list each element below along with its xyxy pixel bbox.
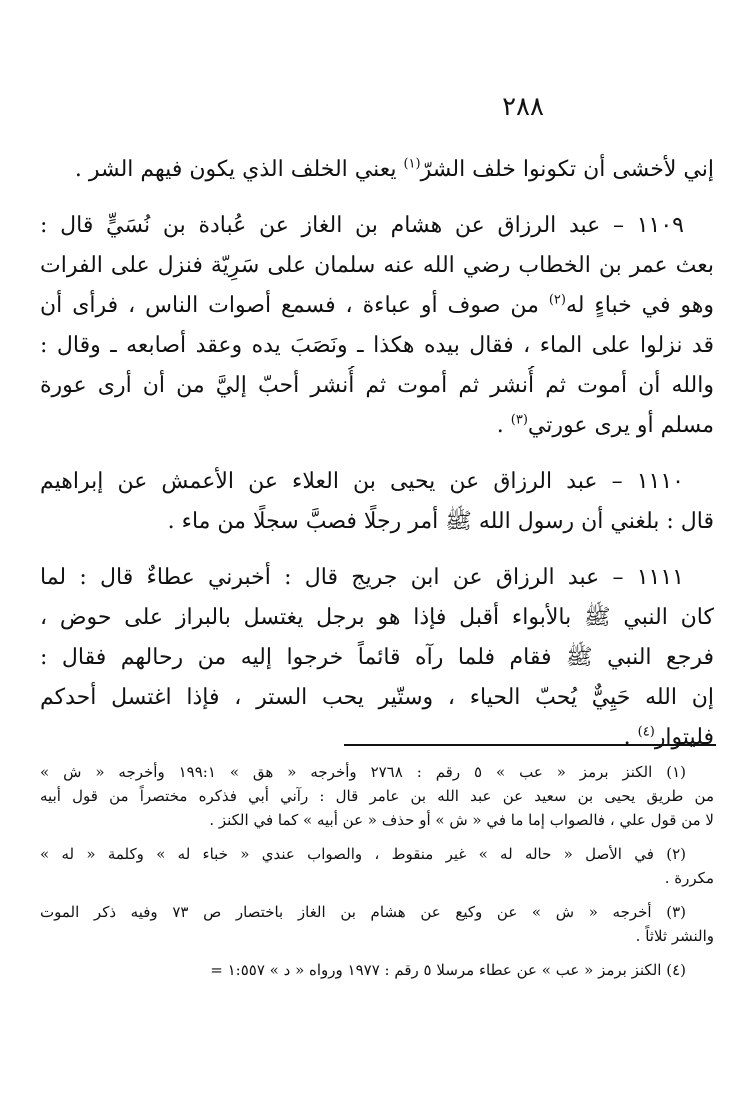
hadith-1110	[40, 462, 714, 542]
footnote-ref: (٤)	[637, 724, 655, 740]
text-line: قد نزلوا على الماء ، فقال بيده هكذا ـ ونَصَبَ يده وعقد أصابعه ـ وقال :	[40, 333, 714, 358]
text-line: ١١١١ – عبد الرزاق عن ابن جريج قال : أخبرني عطاءٌ قال : لما	[40, 565, 684, 590]
footnote-line: والنشر ثلاثاً .	[635, 927, 714, 945]
text-line: ١١١٠ – عبد الرزاق عن يحيى بن العلاء عن الأعمش عن إبراهيم	[40, 469, 684, 494]
footnote-line: (٢) في الأصل « حاله له » غير منقوط ، والصواب عندي « خباء له » وكلمة « له »	[40, 845, 686, 863]
text-line: إن الله حَيِيٌّ يُحبّ الحياء ، وستّير يحب الستر ، فإذا اغتسل أحدكم	[40, 685, 714, 710]
text-line: والله أن أموت ثم أُنشر ثم أموت ثم أُنشر أحبّ إليَّ من أن أرى عورة	[40, 373, 714, 398]
footnote-line: (٤) الكنز برمز « عب » عن عطاء مرسلا ٥ رقم : ١٩٧٧ ورواه « د » ١:٥٥٧ =	[210, 961, 686, 979]
text-line: بعث عمر بن الخطاب رضي الله عنه سلمان على سَرِيّة فنزل على الفرات	[40, 253, 714, 278]
footnote-2	[40, 842, 714, 890]
footnote-ref: (٢)	[548, 292, 566, 308]
main-text	[40, 150, 714, 758]
paragraph-continuation	[40, 150, 714, 190]
footnote-line: (١) الكنز برمز « عب » ٥ رقم : ٢٧٦٨ وأخرجه « هق » ١٩٩:١ وأخرجه « ش »	[40, 763, 686, 781]
text-line: إني لأخشى أن تكونوا خلف الشرّ$^{(١)}$ يعني الخلف الذي يكون فيهم الشر .	[74, 156, 714, 182]
text-line: مسلم أو يرى عورتي$^{(٣)}$ .	[496, 412, 714, 438]
footnote-line: مكررة .	[664, 869, 714, 887]
footnote-ref: (٣)	[510, 412, 528, 428]
footnote-1	[40, 760, 714, 832]
footnote-line: من طريق يحيى بن سعيد عن عبد الله بن عامر قال : رآني أبي فذكره مختصراً من قول أبيه	[40, 787, 714, 805]
footnote-line: (٣) أخرجه « ش » عن وكيع عن هشام بن الغاز باختصار ص ٧٣ وفيه ذكر الموت	[40, 903, 686, 921]
text-line: كان النبي ﷺ بالأبواء أقبل فإذا هو برجل يغتسل بالبراز على حوض ،	[40, 605, 714, 630]
footnote-line: لا من قول علي ، فالصواب إما ما في « ش » أو حذف « عن أبيه » كما في الكنز .	[209, 811, 714, 829]
footnotes	[40, 760, 714, 982]
text-line: فليتوار$^{(٤)}$ .	[623, 724, 714, 750]
text-line: فرجع النبي ﷺ فقام فلما رآه قائماً خرجوا إليه من رحالهم فقال :	[40, 645, 714, 670]
text-line: ١١٠٩ – عبد الرزاق عن هشام بن الغاز عن عُبادة بن نُسَيٍّ قال :	[40, 213, 684, 238]
footnote-ref: (١)	[403, 156, 421, 172]
footnote-3	[40, 900, 714, 948]
hadith-1111	[40, 558, 714, 758]
footnote-separator	[344, 744, 716, 746]
text-line: قال : بلغني أن رسول الله ﷺ أمر رجلًا فصبَّ سجلًا من ماء .	[167, 509, 714, 534]
text-line: وهو في خباءٍ له$^{(٢)}$ من صوف أو عباءة ، فسمع أصوات الناس ، فرأى أن	[40, 292, 714, 318]
hadith-1109	[40, 206, 714, 446]
page-number: ٢٨٨	[502, 92, 544, 122]
footnote-4	[40, 958, 714, 982]
